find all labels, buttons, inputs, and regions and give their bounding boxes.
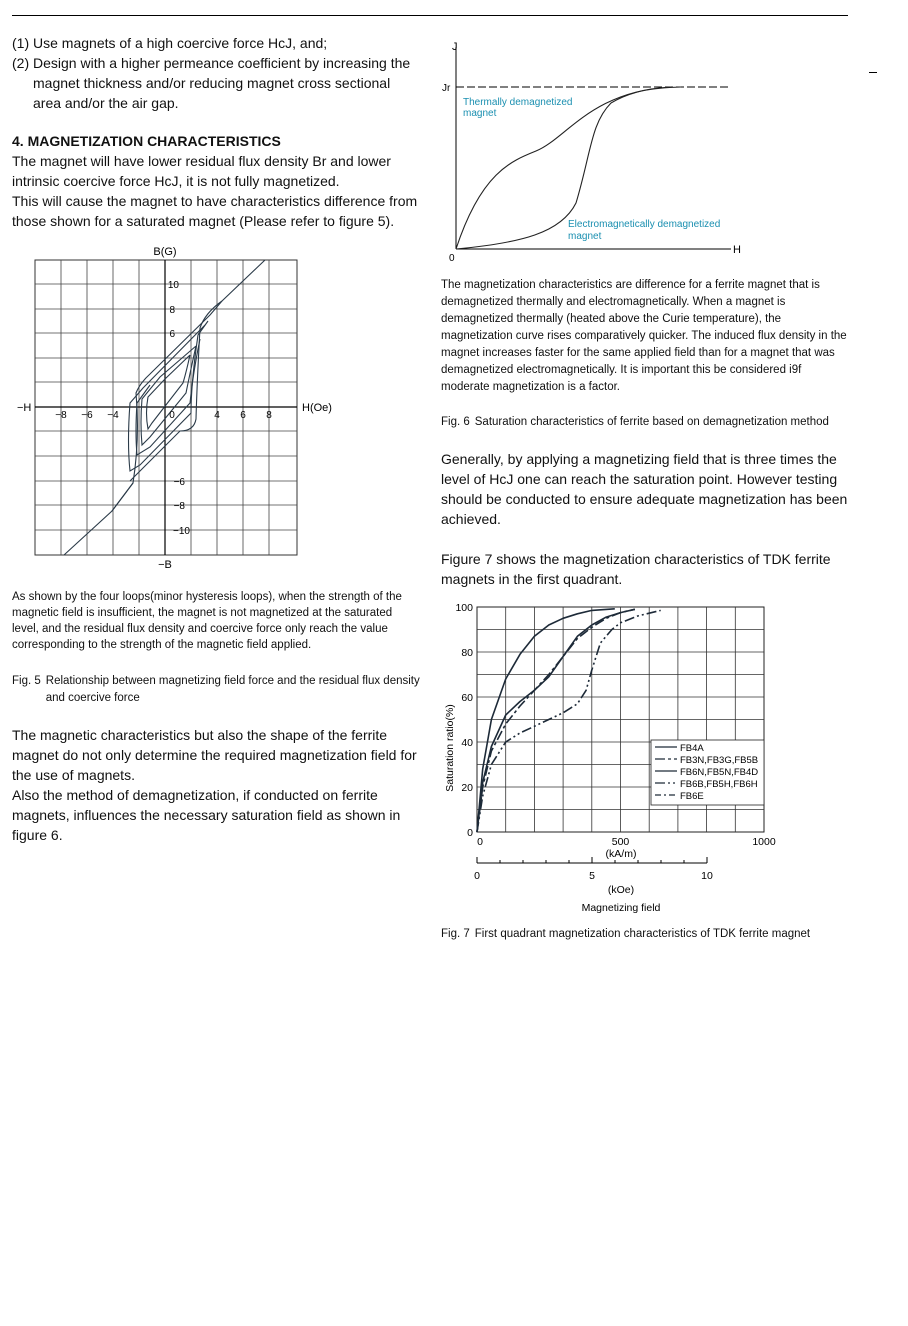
fig5-x-tick: 0 <box>169 410 175 421</box>
fig7-x-tick: 1000 <box>752 836 776 848</box>
fig7-legend-entry: FB6B,FB5H,FB6H <box>680 779 758 790</box>
fig7-legend-entry: FB6E <box>680 791 704 802</box>
fig7-series-line <box>477 609 635 832</box>
fig7-x-tick: 0 <box>477 836 483 848</box>
fig5-x-tick: 8 <box>266 410 272 421</box>
fig5-x-tick: 4 <box>214 410 220 421</box>
fig7-series-line <box>477 609 635 832</box>
right-paragraph-1: Generally, by applying a magnetizing field that is three times the level of HcJ one can reach the saturation point. However testing should be conducted to ensure adequate magnetization has been achieved. <box>441 451 848 527</box>
fig5-y-ticks <box>168 280 191 537</box>
fig7-y-tick: 60 <box>461 692 473 704</box>
fig5-description: As shown by the four loops(minor hysteresis loops), when the strength of the magnetic field is insufficient, the magnet is not magnetized at the saturated level, and the residual flux density and coercive force only reach the value corresponding to the strength of the magnetic field applied. <box>12 591 402 651</box>
fig7-caption <box>441 926 851 943</box>
fig7-y-tick: 20 <box>461 782 473 794</box>
section-heading: 4. MAGNETIZATION CHARACTERISTICS <box>12 133 281 149</box>
fig5-y-tick: −6 <box>173 477 185 488</box>
fig7-x-unit-kam: (kA/m) <box>605 848 637 860</box>
fig6-curve2-label: magnet <box>568 231 602 242</box>
fig7-x-axis-title: Magnetizing field <box>581 902 661 914</box>
fig7-caption-text: First quadrant magnetization characteristics of TDK ferrite magnet <box>474 928 811 940</box>
section-paragraph-1: The magnet will have lower residual flux density Br and lower intrinsic coercive force HcJ, it is not fully magnetized. <box>12 153 391 189</box>
fig6-description: The magnetization characteristics are difference for a ferrite magnet that is demagnetized thermally and electromagnetically. When a magnet is demagnetized thermally (heated above the Curie temperature), the magnetization curve rises comparatively quicker. The induced flux density in the magnet increases faster for the same applied field than for a magnet that was demagnetized electromagnetically. It is important this be considered i9f moderate magnetization is a factor. <box>441 279 847 393</box>
fig6-origin: 0 <box>449 253 455 264</box>
fig7-y-tick: 100 <box>455 603 473 614</box>
fig7-koe-tick: 5 <box>589 870 595 882</box>
fig6-y-label: J <box>452 41 458 53</box>
edge-mark <box>869 72 877 73</box>
fig7-legend <box>651 740 764 805</box>
fig7-y-tick: 80 <box>461 647 473 659</box>
section-paragraph-2: This will cause the magnet to have characteristics difference from those shown for a saturated magnet (Please refer to figure 5). <box>12 193 418 229</box>
fig6-caption <box>441 414 851 431</box>
fig6-curve1-label: magnet <box>463 108 497 119</box>
fig7-koe-tick: 10 <box>701 870 713 882</box>
fig5-y-tick: −8 <box>173 501 185 512</box>
fig7-saturation-chart <box>441 603 841 928</box>
fig5-y-tick: −10 <box>173 526 190 537</box>
fig6-curve1-label: Thermally demagnetized <box>463 97 573 108</box>
fig7-x-unit-koe: (kOe) <box>607 884 635 896</box>
list-item-1: (1) Use magnets of a high coercive force HcJ, and; <box>12 35 328 51</box>
fig6-magnetization-chart <box>441 33 841 265</box>
fig7-y-axis-title: Saturation ratio(%) <box>444 704 456 792</box>
fig5-y-neg: −B <box>158 559 172 571</box>
fig5-x-tick: −6 <box>81 410 93 421</box>
fig7-koe-tick: 0 <box>474 870 480 882</box>
fig7-legend-entry: FB6N,FB5N,FB4D <box>680 767 759 778</box>
fig7-legend-entry: FB4A <box>680 743 704 754</box>
fig6-caption-text: Saturation characteristics of ferrite based on demagnetization method <box>474 416 829 428</box>
fig7-y-tick: 40 <box>461 737 473 749</box>
fig7-ticks <box>455 603 775 848</box>
fig5-axes <box>35 260 297 555</box>
fig5-x-tick: −4 <box>107 410 119 421</box>
fig7-curves <box>477 609 661 832</box>
left-paragraph-1: The magnetic characteristics but also the shape of the ferrite magnet do not only determine the required magnetization field for the use of magnets. <box>12 727 417 783</box>
fig6-jr-label: Jr <box>442 83 451 94</box>
fig5-y-tick: 10 <box>167 280 179 291</box>
left-paragraph-2: Also the method of demagnetization, if conducted on ferrite magnets, influences the necessary saturation field as shown in figure 6. <box>12 787 401 843</box>
fig7-x-tick: 500 <box>611 836 630 848</box>
fig6-curve2-label: Electromagnetically demagnetized <box>568 219 721 230</box>
fig5-x-tick: 6 <box>240 410 246 421</box>
fig5-y-tick: 6 <box>169 329 175 340</box>
list-item-2: (2) Design with a higher permeance coefficient by increasing the magnet thickness and/or reducing magnet cross sectional area and/or the air gap. <box>12 55 411 111</box>
fig5-y-title: B(G) <box>153 246 177 258</box>
fig5-y-tick: 8 <box>169 305 175 316</box>
top-rule <box>12 15 848 16</box>
fig7-series-line <box>477 610 661 832</box>
fig6-x-label: H <box>733 244 741 256</box>
fig7-legend-entry: FB3N,FB3G,FB5B <box>680 755 759 766</box>
left-column <box>12 33 422 845</box>
fig5-x-tick: −8 <box>55 410 67 421</box>
fig7-y-tick: 0 <box>467 827 473 839</box>
fig5-caption <box>12 673 422 707</box>
fig6-caption-num: Fig. 6 <box>441 416 470 428</box>
right-column <box>441 33 851 943</box>
right-paragraph-2: Figure 7 shows the magnetization characteristics of TDK ferrite magnets in the first quadrant. <box>441 551 831 587</box>
fig5-caption-num: Fig. 5 <box>12 675 41 687</box>
fig7-koe-ticks <box>477 857 707 863</box>
fig7-caption-num: Fig. 7 <box>441 928 470 940</box>
fig5-hysteresis-chart <box>10 243 350 577</box>
fig5-x-title: H(Oe) <box>302 402 332 414</box>
fig5-caption-text: Relationship between magnetizing field force and the residual flux density and coercive force <box>45 675 420 704</box>
fig5-x-neg: −H <box>17 402 32 414</box>
